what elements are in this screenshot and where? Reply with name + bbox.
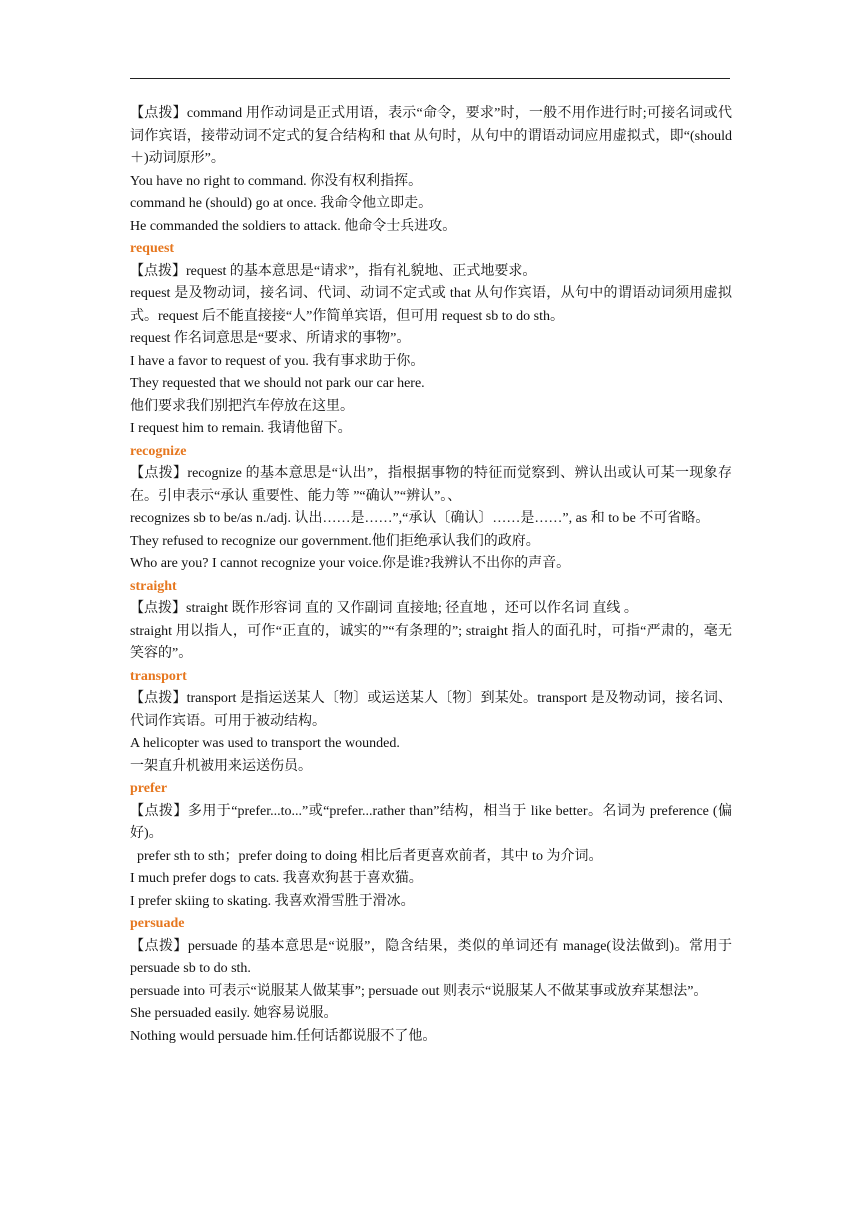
note-persuade-2: persuade into 可表示“说服某人做某事”; persuade out 则表示“说服某人不做某事或放弃某想法”。 [130,983,708,999]
example-prefer-1: I much prefer dogs to cats. 我喜欢狗甚于喜欢猫。 [130,871,423,886]
example-transport-1: A helicopter was used to transport the wounded. [130,736,400,751]
example-persuade-2: Nothing would persuade him.任何话都说服不了他。 [130,1028,437,1044]
note-request-1: 【点拨】request 的基本意思是“请求”，指有礼貌地、正式地要求。 [130,263,537,279]
note-command: 【点拨】command 用作动词是正式用语，表示“命令，要求”时，一般不用作进行时;可接名词或代词作宾语，接带动词不定式的复合结构和 that 从句时，从句中的谓语动词应用虚拟式，即“(should＋)动词原形”。 [130,106,732,166]
note-recognize-1: 【点拨】recognize 的基本意思是“认出”，指根据事物的特征而觉察到、辨认出或认可某一现象存在。引申表示“承认 重要性、能力等 ”“确认”“辨认”。、 [130,466,732,504]
heading-recognize: recognize [130,443,187,459]
note-request-2: request 是及物动词，接名词、代词、动词不定式或 that 从句作宾语，从句中的谓语动词须用虚拟式。request 后不能直接接“人”作简单宾语，但可用 request sb to do sth。 [130,286,732,324]
heading-request: request [130,241,175,256]
note-straight-1: 【点拨】straight 既作形容词 直的 又作副词 直接地; 径直地 ，还可以作名词 直线 。 [130,601,638,616]
note-prefer-1: 【点拨】多用于“prefer...to...”或“prefer...rather than”结构，相当于 like better。名词为 preference (偏好)。 [130,803,732,841]
example-command-1: You have no right to command. 你没有权利指挥。 [130,173,423,189]
example-command-3: He commanded the soldiers to attack. 他命令士兵进攻。 [130,218,457,234]
heading-transport: transport [130,668,187,684]
heading-straight: straight [130,578,177,594]
example-command-2: command he (should) go at once. 我命令他立即走。 [130,196,433,211]
example-recognize-1: They refused to recognize our government.他们拒绝承认我们的政府。 [130,533,540,549]
example-persuade-1: She persuaded easily. 她容易说服。 [130,1006,338,1021]
example-transport-1-translation: 一架直升机被用来运送伤员。 [130,758,312,774]
document-body [130,103,732,1048]
heading-prefer: prefer [130,781,168,796]
header-rule [130,78,730,79]
heading-persuade: persuade [130,916,185,931]
example-recognize-2: Who are you? I cannot recognize your voice.你是谁?我辨认不出你的声音。 [130,556,571,571]
note-recognize-2: recognizes sb to be/as n./adj. 认出……是……”,“承认〔确认〕……是……”, as 和 to be 不可省略。 [130,511,710,526]
example-request-2-translation: 他们要求我们别把汽车停放在这里。 [130,398,354,414]
note-request-3: request 作名词意思是“要求、所请求的事物”。 [130,331,411,346]
note-persuade-1: 【点拨】persuade 的基本意思是“说服”，隐含结果，类似的单词还有 manage(设法做到)。常用于 persuade sb to do sth. [130,938,732,976]
example-request-1: I have a favor to request of you. 我有事求助于你。 [130,353,425,369]
example-prefer-2: I prefer skiing to skating. 我喜欢滑雪胜于滑冰。 [130,893,415,909]
note-transport: 【点拨】transport 是指运送某人〔物〕或运送某人〔物〕到某处。transport 是及物动词，接名词、代词作宾语。可用于被动结构。 [130,691,732,729]
note-prefer-2: prefer sth to sth；prefer doing to doing 相比后者更喜欢前者，其中 to 为介词。 [137,848,603,864]
note-straight-2: straight 用以指人，可作“正直的，诚实的”“有条理的”; straight 指人的面孔时，可指“严肃的，毫无笑容的”。 [130,623,732,661]
example-request-3: I request him to remain. 我请他留下。 [130,421,352,436]
example-request-2: They requested that we should not park our car here. [130,376,425,391]
